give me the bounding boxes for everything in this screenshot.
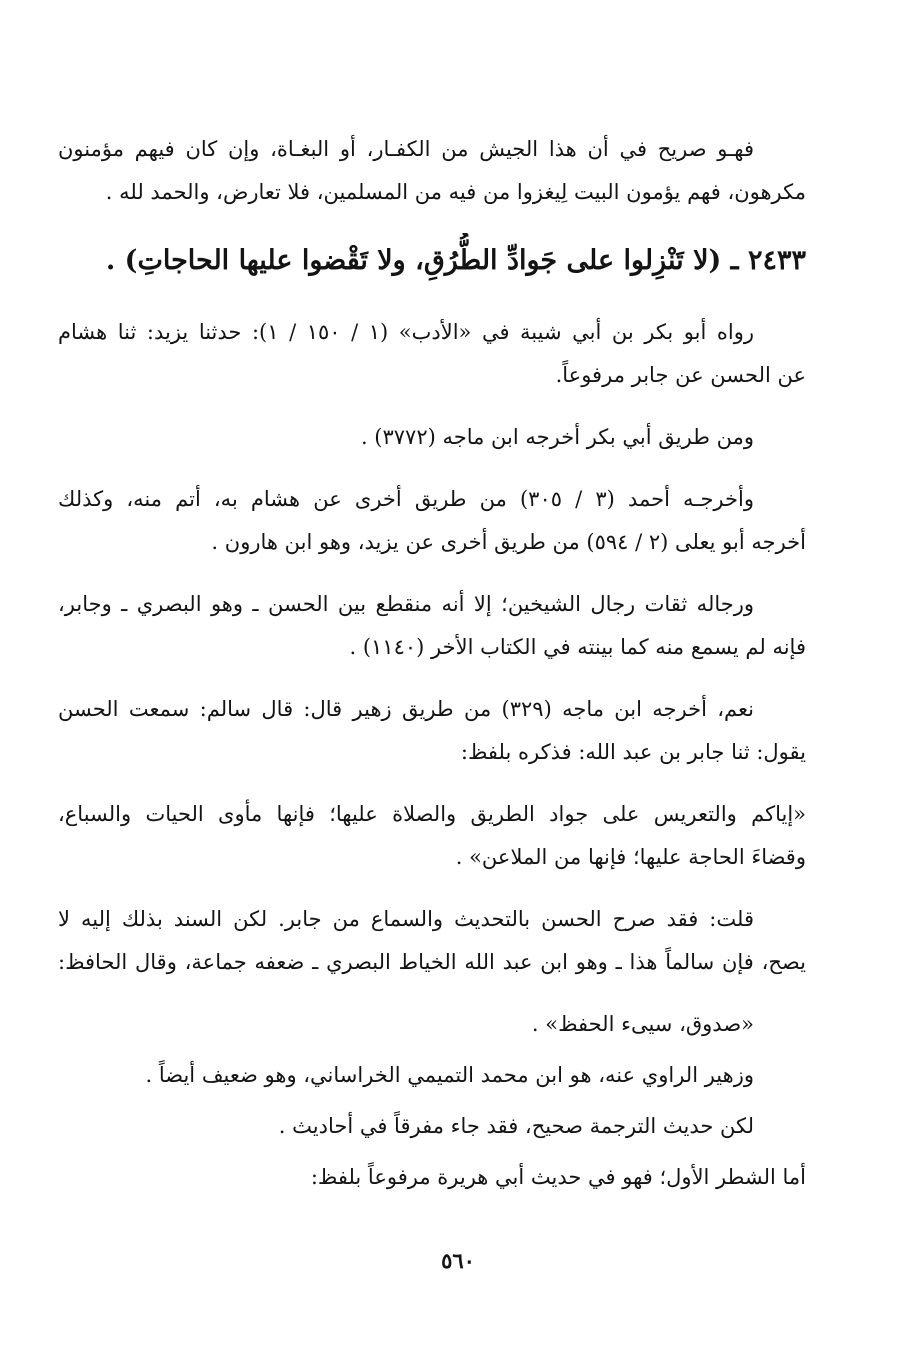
text-line: «صدوق، سيىء الحفظ» . <box>531 1012 754 1036</box>
paragraph-ibn-majah <box>58 416 806 459</box>
text-line: وقضاءَ الحاجة عليها؛ فإنها من الملاعن» . <box>455 845 806 869</box>
text-line: يقول: ثنا جابر بن عبد الله: فذكره بلفظ: <box>460 740 806 764</box>
text-line: ورجاله ثقات رجال الشيخين؛ إلا أنه منقطع بين الحسن ـ وهو البصري ـ وجابر، <box>58 592 754 616</box>
paragraph-narrators <box>58 583 806 669</box>
text-line: يصح، فإن سالماً هذا ـ وهو ابن عبد الله الخياط البصري ـ ضعفه جماعة، وقال الحافظ: <box>58 950 806 974</box>
text-line: وزهير الراوي عنه، هو ابن محمد التميمي الخراساني، وهو ضعيف أيضاً . <box>145 1063 754 1087</box>
paragraph-zuhair <box>58 1054 806 1097</box>
page-number: ٥٦٠ <box>441 1248 475 1273</box>
text-line: ومن طريق أبي بكر أخرجه ابن ماجه (٣٧٧٢) . <box>360 425 754 449</box>
text-line: لكن حديث الترجمة صحيح، فقد جاء مفرقاً في أحاديث . <box>278 1114 754 1138</box>
text-line: فإنه لم يسمع منه كما بينته في الكتاب الأخر (١١٤٠) . <box>349 635 806 659</box>
paragraph-quote <box>58 793 806 879</box>
text-line: أما الشطر الأول؛ فهو في حديث أبي هريرة مرفوعاً بلفظ: <box>310 1165 806 1189</box>
text-line: «إياكم والتعريس على جواد الطريق والصلاة عليها؛ فإنها مأوى الحيات والسباع، <box>58 802 806 826</box>
paragraph-sahih <box>58 1105 806 1148</box>
text-line: نعم، أخرجه ابن ماجه (٣٢٩) من طريق زهير قال: قال سالم: سمعت الحسن <box>58 697 754 721</box>
text-line: وأخرجـه أحمد (٣ / ٣٠٥) من طريق أخرى عن هشام به، أتم منه، وكذلك <box>58 487 754 511</box>
text-line: رواه أبو بكر بن أبي شيبة في «الأدب» (١ / ١٥٠ / ١): حدثنا يزيد: ثنا هشام <box>58 320 755 344</box>
intro-paragraph <box>58 128 806 214</box>
paragraph-first-part <box>58 1156 806 1199</box>
paragraph-hafiz-quote <box>58 1003 806 1046</box>
text-line: عن الحسن عن جابر مرفوعاً. <box>555 363 806 387</box>
text-line: فهـو صريح في أن هذا الجيش من الكفـار، أو البغـاة، وإن كان فيهم مؤمنون <box>58 137 754 161</box>
text-line: مكرهون، فهم يؤمون البيت لِيغزوا من فيه من المسلمين، فلا تعارض، والحمد لله . <box>105 180 806 204</box>
text-line: أخرجه أبو يعلى (٢ / ٥٩٤) من طريق أخرى عن يزيد، وهو ابن هارون . <box>211 530 806 554</box>
paragraph-qultu <box>58 898 806 984</box>
hadith-heading: ٢٤٣٣ ـ (لا تَنْزِلوا على جَوادِّ الطُّرُقِ، ولا تَقْضوا عليها الحاجاتِ) . <box>105 245 806 276</box>
text-line: قلت: فقد صرح الحسن بالتحديث والسماع من جابر. لكن السند بذلك إليه لا <box>58 907 754 931</box>
paragraph-salim <box>58 688 806 774</box>
paragraph-sources <box>58 311 806 397</box>
paragraph-ahmad <box>58 478 806 564</box>
